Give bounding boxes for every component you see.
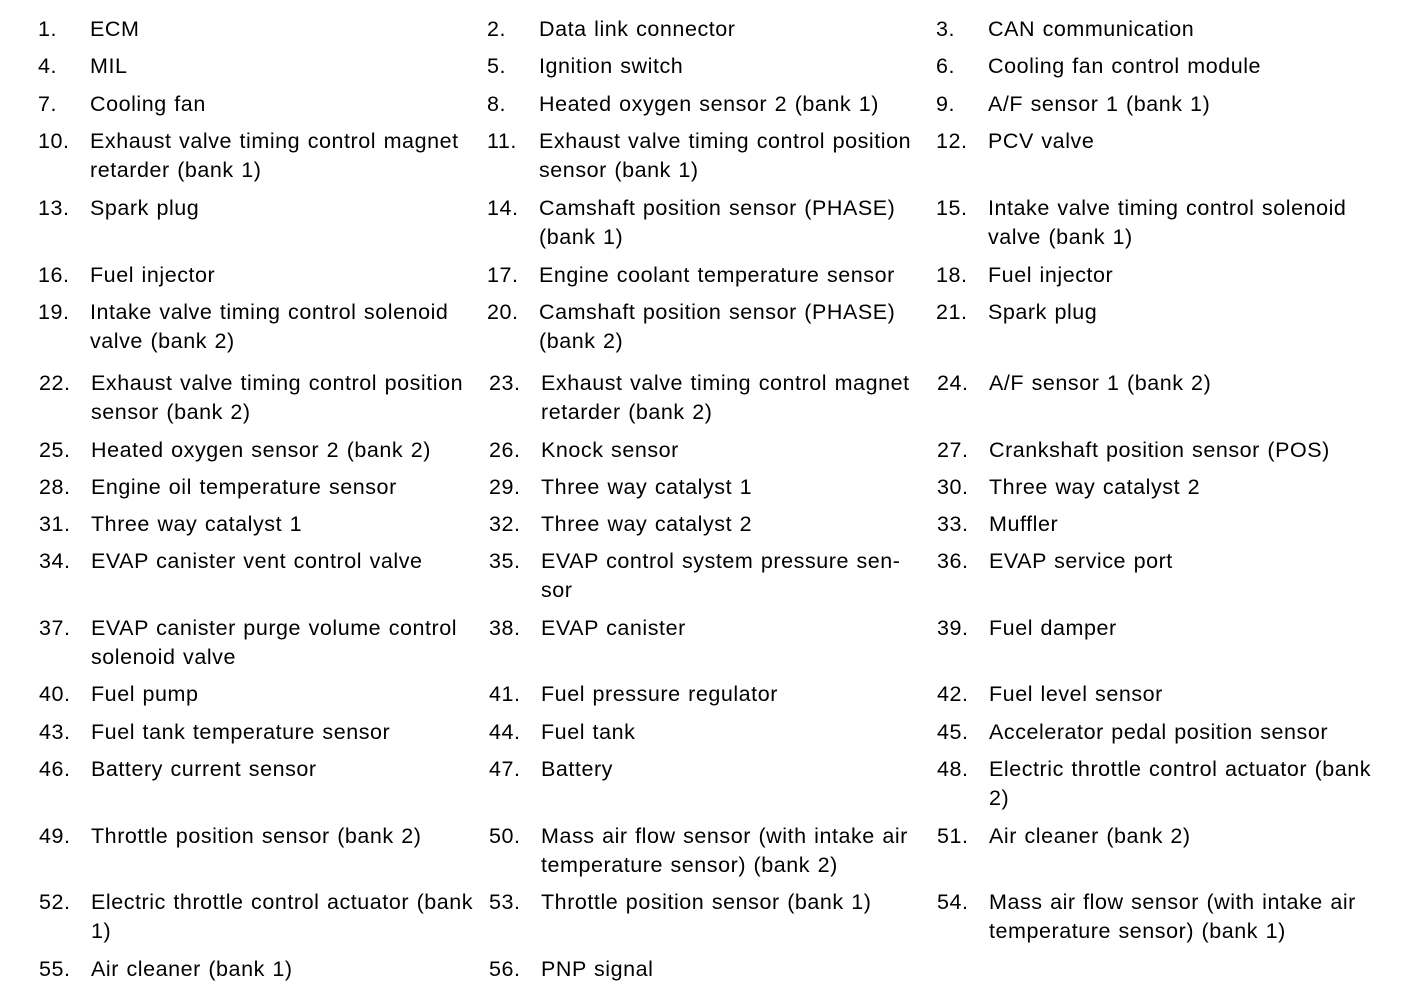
item-number: 16. [38, 263, 70, 287]
item-number: 18. [936, 263, 968, 287]
item-number: 21. [936, 300, 968, 324]
item-label: Electric throttle control actuator (bank 1) [91, 890, 474, 943]
item-number: 56. [489, 957, 521, 981]
item-number: 25. [39, 438, 71, 462]
item-label: Electric throttle control actuator (bank 2) [989, 757, 1372, 810]
item-label: Fuel pressure regulator [541, 682, 778, 706]
item-number: 32. [489, 512, 521, 536]
item-label: Engine coolant temperature sensor [539, 263, 895, 287]
item-number: 47. [489, 757, 521, 781]
item-label: Throttle position sensor (bank 1) [541, 890, 872, 914]
item-label: Heated oxygen sensor 2 (bank 1) [539, 92, 879, 116]
item-label: Mass air flow sensor (with intake air temperature sensor) (bank 2) [541, 824, 908, 877]
item-label: EVAP control system pressure sen-sor [541, 549, 901, 602]
item-label: EVAP canister vent control valve [91, 549, 423, 573]
item-label: Air cleaner (bank 2) [989, 824, 1191, 848]
item-number: 6. [936, 54, 956, 78]
item-label: Exhaust valve timing control position sensor (bank 1) [539, 129, 912, 182]
item-number: 49. [39, 824, 71, 848]
item-label: Fuel injector [988, 263, 1114, 287]
item-label: CAN communication [988, 17, 1195, 41]
item-number: 54. [937, 890, 969, 914]
item-label: Camshaft position sensor (PHASE) (bank 1) [539, 196, 896, 249]
item-label: Accelerator pedal position sensor [989, 720, 1329, 744]
item-label: Muffler [989, 512, 1059, 536]
item-number: 8. [487, 92, 507, 116]
item-label: Air cleaner (bank 1) [91, 957, 293, 981]
item-number: 38. [489, 616, 521, 640]
item-label: Spark plug [988, 300, 1098, 324]
item-label: Heated oxygen sensor 2 (bank 2) [91, 438, 431, 462]
item-number: 11. [487, 129, 517, 153]
item-label: Engine oil temperature sensor [91, 475, 397, 499]
item-number: 39. [937, 616, 969, 640]
item-number: 26. [489, 438, 521, 462]
item-label: Fuel tank [541, 720, 636, 744]
item-number: 27. [937, 438, 969, 462]
item-number: 51. [937, 824, 969, 848]
item-label: Mass air flow sensor (with intake air temperature sensor) (bank 1) [989, 890, 1356, 943]
item-number: 9. [936, 92, 956, 116]
item-label: Crankshaft position sensor (POS) [989, 438, 1330, 462]
item-label: EVAP canister [541, 616, 686, 640]
item-number: 53. [489, 890, 521, 914]
item-number: 17. [487, 263, 519, 287]
item-number: 55. [39, 957, 71, 981]
item-number: 48. [937, 757, 969, 781]
item-label: PNP signal [541, 957, 654, 981]
item-number: 50. [489, 824, 521, 848]
item-number: 5. [487, 54, 507, 78]
item-label: EVAP canister purge volume control solenoid valve [91, 616, 458, 669]
item-label: Exhaust valve timing control magnet retarder (bank 2) [541, 371, 910, 424]
item-number: 7. [38, 92, 58, 116]
item-number: 33. [937, 512, 969, 536]
item-label: Intake valve timing control solenoid valve (bank 1) [988, 196, 1347, 249]
item-number: 20. [487, 300, 519, 324]
item-label: Cooling fan control module [988, 54, 1262, 78]
item-number: 52. [39, 890, 71, 914]
item-label: A/F sensor 1 (bank 1) [988, 92, 1211, 116]
item-number: 42. [937, 682, 969, 706]
item-number: 35. [489, 549, 521, 573]
item-number: 2. [487, 17, 507, 41]
item-number: 40. [39, 682, 71, 706]
item-number: 19. [38, 300, 70, 324]
item-number: 43. [39, 720, 71, 744]
item-number: 31. [39, 512, 71, 536]
item-label: Intake valve timing control solenoid valve (bank 2) [90, 300, 449, 353]
item-label: Fuel damper [989, 616, 1117, 640]
item-number: 22. [39, 371, 71, 395]
item-label: Knock sensor [541, 438, 679, 462]
item-number: 45. [937, 720, 969, 744]
item-label: Spark plug [90, 196, 200, 220]
item-label: Fuel level sensor [989, 682, 1163, 706]
item-label: Exhaust valve timing control magnet retarder (bank 1) [90, 129, 459, 182]
item-number: 12. [936, 129, 968, 153]
item-label: Three way catalyst 1 [541, 475, 753, 499]
item-label: Three way catalyst 2 [989, 475, 1201, 499]
item-label: Three way catalyst 2 [541, 512, 753, 536]
item-label: PCV valve [988, 129, 1095, 153]
item-number: 1. [38, 17, 58, 41]
item-number: 30. [937, 475, 969, 499]
item-number: 23. [489, 371, 521, 395]
item-label: Throttle position sensor (bank 2) [91, 824, 422, 848]
item-label: Battery [541, 757, 613, 781]
item-label: Fuel tank temperature sensor [91, 720, 391, 744]
item-label: Cooling fan [90, 92, 206, 116]
item-number: 10. [38, 129, 70, 153]
item-number: 44. [489, 720, 521, 744]
item-label: ECM [90, 17, 140, 41]
item-number: 46. [39, 757, 71, 781]
item-label: Battery current sensor [91, 757, 317, 781]
item-label: EVAP service port [989, 549, 1173, 573]
item-label: Fuel injector [90, 263, 216, 287]
item-number: 24. [937, 371, 969, 395]
item-label: A/F sensor 1 (bank 2) [989, 371, 1212, 395]
item-label: Camshaft position sensor (PHASE) (bank 2) [539, 300, 896, 353]
item-label: Exhaust valve timing control position sensor (bank 2) [91, 371, 464, 424]
item-label: Fuel pump [91, 682, 199, 706]
item-number: 28. [39, 475, 71, 499]
item-label: Data link connector [539, 17, 736, 41]
item-number: 14. [487, 196, 519, 220]
item-number: 3. [936, 17, 956, 41]
item-label: Ignition switch [539, 54, 684, 78]
item-number: 36. [937, 549, 969, 573]
item-number: 4. [38, 54, 58, 78]
item-number: 37. [39, 616, 71, 640]
item-label: Three way catalyst 1 [91, 512, 303, 536]
item-number: 29. [489, 475, 521, 499]
item-number: 13. [38, 196, 70, 220]
item-label: MIL [90, 54, 128, 78]
item-number: 15. [936, 196, 968, 220]
item-number: 34. [39, 549, 71, 573]
item-number: 41. [489, 682, 521, 706]
